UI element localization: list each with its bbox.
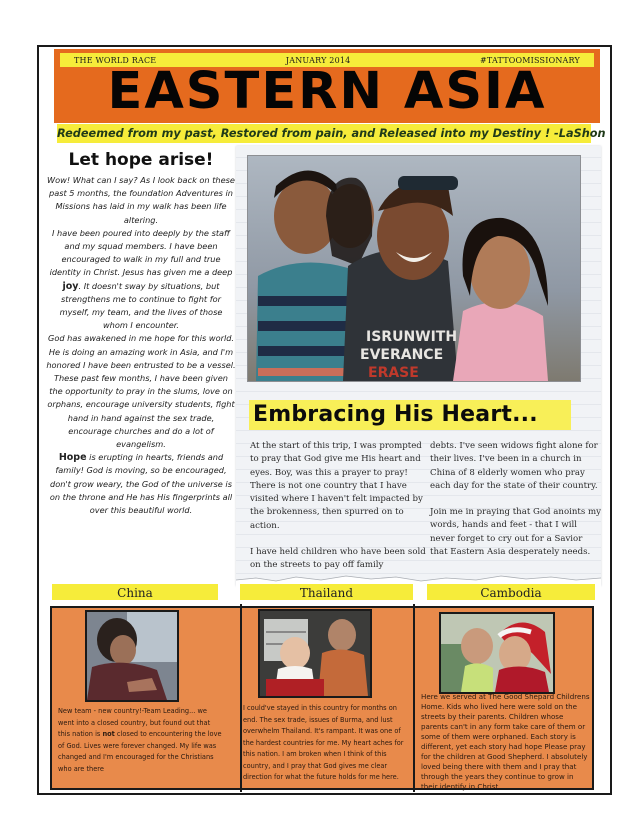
paragraph: debts. I've seen widows fight alone for their lives. I've been in a church in China of 8 elderly women who pray each day for the state of their country. <box>430 441 598 491</box>
paragraph: I have held children who have been sold on the streets to pay off family <box>250 547 426 571</box>
newsletter-title: EASTERN ASIA <box>107 62 547 121</box>
text-run: New team - new country!-Team Leading... we went into a closed country, but found out that this nation is <box>58 707 211 738</box>
paragraph: Join me in praying that God anoints my words, hands and feet - that I will never forget to cry out for a Savior that Eastern Asia desperately needs. <box>430 507 602 558</box>
column-divider <box>240 604 242 792</box>
left-article-heading: Let hope arise! <box>68 150 214 170</box>
text-run: . It doesn't sway by situations, but strengthens me to continue to fight for myself, my team, and the lives of those whom I encounter. <box>59 280 223 331</box>
china-photo <box>85 610 179 702</box>
thailand-photo <box>258 609 372 698</box>
shirt-text-1: ISRUNWITH <box>366 329 458 345</box>
country-label-thailand: Thailand <box>240 584 413 600</box>
china-photo-image <box>87 612 177 700</box>
emphasis-hope: Hope <box>58 452 87 464</box>
publisher-label: THE WORLD RACE <box>74 55 157 65</box>
hashtag: #TATTOOMISSIONARY <box>479 55 580 65</box>
column-divider <box>413 604 415 792</box>
paragraph <box>46 227 236 333</box>
paragraph: God has awakened in me hope for this world. He is doing an amazing work in Asia, and I'm honored I have been entrusted to be a vessel. <box>46 333 236 370</box>
main-photo <box>247 155 581 382</box>
country-label-cambodia: Cambodia <box>427 584 595 600</box>
feature-heading: Embracing His Heart... <box>253 402 538 427</box>
text-run: is erupting in hearts, friends and family! God is moving, so be encouraged, don't grow weary, the God of the universe is on the throne and He has His fingerprints all over this beautiful world. <box>49 452 233 516</box>
left-article-body <box>46 174 236 517</box>
country-label-china: China <box>52 584 218 600</box>
feature-heading-highlight <box>249 400 571 430</box>
emphasis-joy: joy <box>62 280 79 292</box>
paragraph: These past few months, I have been given the opportunity to pray in the slums, love on orphans, encourage university students, fight hand in hand against the sex trade, encourage churches and do a lot of evangelism. <box>47 373 235 450</box>
left-article <box>46 148 236 517</box>
text-run: closed to encountering the love of God. Lives were forever changed. My life was changed and I'm encouraged for the Christians who are there <box>58 730 222 773</box>
emphasis-not: not <box>102 730 115 738</box>
paragraph: Wow! What can I say? As I look back on these past 5 months, the foundation Adventures in Missions has laid in my walk has been life altering. <box>47 175 235 225</box>
shirt-text-3: ERASE <box>368 365 419 381</box>
china-text <box>58 706 223 775</box>
paragraph <box>46 451 236 517</box>
cambodia-photo <box>439 612 555 694</box>
issue-date: JANUARY 2014 <box>285 55 351 65</box>
text-run: I have been poured into deeply by the staff and my squad members. I have been encouraged to walk in my full and true identity in Christ. Jesus has given me a deep <box>49 227 233 278</box>
tagline: Redeemed from my past, Restored from pain, and Released into my Destiny ! -LaShon <box>57 124 591 143</box>
feature-column-a <box>250 440 430 586</box>
shirt-text-2: EVERANCE <box>360 347 444 363</box>
paragraph: At the start of this trip, I was prompted to pray that God give me His heart and eyes. Boy, was this a prayer to pray! There is not one country that I have visited where I haven't felt impacted by the brokenness, then spurred on to action. <box>250 441 423 531</box>
cambodia-photo-image <box>441 614 553 692</box>
thailand-photo-image <box>260 611 370 696</box>
cambodia-text: Here we served at The Good Shepard Childrens Home. Kids who lived here were sold on the streets by their parents. Children whose parents can't in any form take care of them or some of them were orphaned. Each story is different, yet each story had hope Please pray for the children at Good Shepherd. I absolutely loved being there with them and I pray that through the years they continue to grow in their identify in Christ. <box>421 692 590 791</box>
main-photo-image <box>248 156 580 381</box>
feature-column-b <box>430 440 602 572</box>
thailand-text: I could've stayed in this country for months on end. The sex trade, issues of Burma, and lust overwhelm Thailand. It's rampant. It was one of the hardest countries for me. My heart aches for this nation. I am broken when I think of this country, and I pray that God gives me clear direction for what the future holds for me here. <box>243 704 404 781</box>
